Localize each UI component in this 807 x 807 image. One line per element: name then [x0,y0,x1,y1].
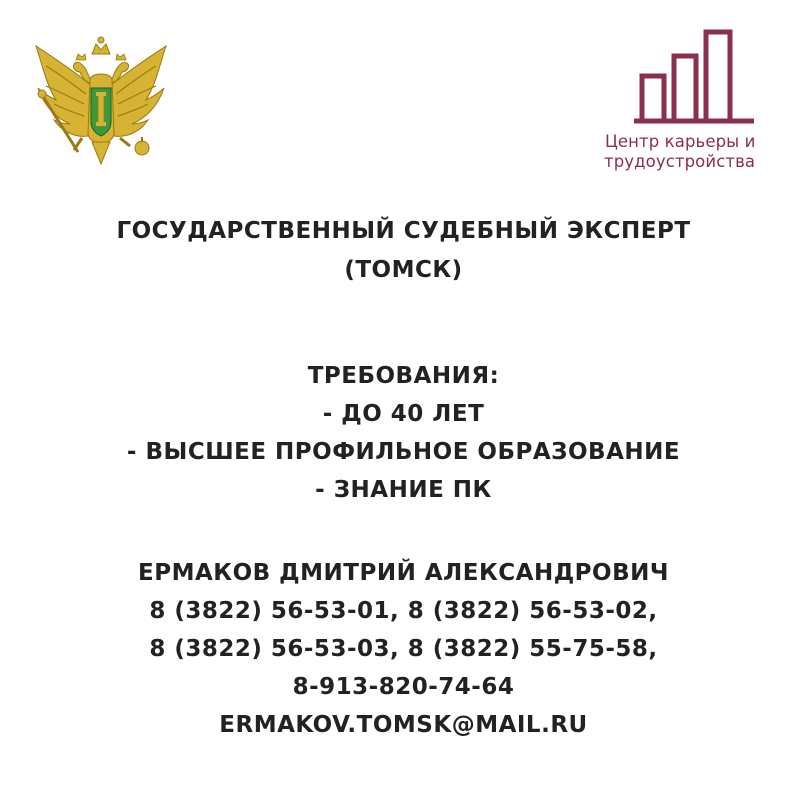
contact-email: ERMAKOV.TOMSK@MAIL.RU [219,712,588,738]
requirements-heading: ТРЕБОВАНИЯ: [307,363,500,389]
contact-name: ЕРМАКОВ ДМИТРИЙ АЛЕКСАНДРОВИЧ [138,560,669,586]
career-center-logo [598,24,784,174]
logo-text-line-2: трудоустройства [604,152,756,171]
job-location: (ТОМСК) [344,257,463,283]
logo-text-line-1: Центр карьеры и [605,132,756,151]
job-title: ГОСУДАРСТВЕННЫЙ СУДЕБНЫЙ ЭКСПЕРТ [116,218,691,244]
bar-chart-logo-icon [634,24,754,124]
contact-phones-line-1: 8 (3822) 56-53-01, 8 (3822) 56-53-02, [149,598,658,624]
requirement-item: - ЗНАНИЕ ПК [315,477,492,503]
requirement-item: - ДО 40 ЛЕТ [322,401,485,427]
requirement-item: - ВЫСШЕЕ ПРОФИЛЬНОЕ ОБРАЗОВАНИЕ [126,439,681,465]
contact-phones-line-2: 8 (3822) 56-53-03, 8 (3822) 55-75-58, [149,636,658,662]
double-headed-eagle-emblem-icon [30,24,172,170]
contact-mobile: 8-913-820-74-64 [292,674,515,700]
